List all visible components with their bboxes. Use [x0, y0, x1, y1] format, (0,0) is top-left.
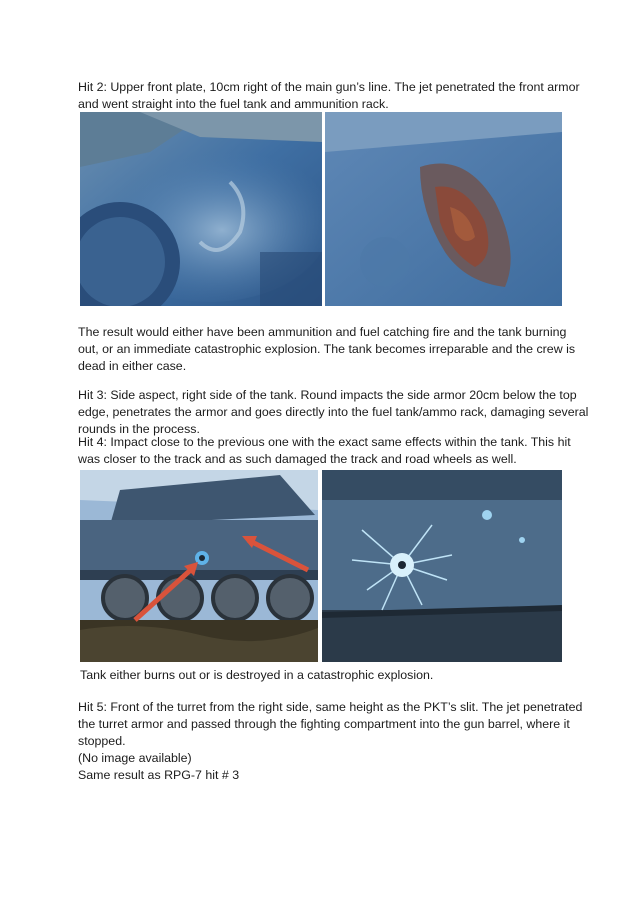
hit4-paragraph: [78, 434, 571, 468]
hit5-line-3: stopped.: [78, 734, 126, 748]
front-plate-wide-photo: [80, 112, 322, 306]
hit2-result-paragraph: [78, 324, 576, 375]
hit2-result-line-3: dead in either case.: [78, 359, 187, 373]
hit2-result-line-1: The result would either have been ammunition and fuel catching fire and the tank burning: [78, 325, 567, 339]
hit2-result-line-2: out, or an immediate catastrophic explosion. The tank becomes irreparable and the crew is: [78, 342, 576, 356]
hit3-line-3: rounds in the process.: [78, 422, 200, 436]
no-image-note: (No image available): [78, 751, 192, 765]
hit4-line-2: was closer to the track and as such damaged the track and road wheels as well.: [78, 452, 517, 466]
hit2-paragraph: [78, 79, 580, 113]
hit2-line-2: and went straight into the fuel tank and ammunition rack.: [78, 97, 389, 111]
tank-side-photo: [80, 470, 318, 662]
hit3-line-2: edge, penetrates the armor and goes directly into the fuel tank/ammo rack, damaging several: [78, 405, 589, 419]
hit4-line-1: Hit 4: Impact close to the previous one with the exact same effects within the tank. This hit: [78, 435, 571, 449]
same-result-note: Same result as RPG-7 hit # 3: [78, 768, 240, 782]
hit5-line-1: Hit 5: Front of the turret from the right side, same height as the PKT’s slit. The jet penetrated: [78, 700, 583, 714]
side-armor-closeup-photo: [322, 470, 562, 662]
hit5-line-2: the turret armor and passed through the fighting compartment into the gun barrel, where it: [78, 717, 570, 731]
hit3-paragraph: [78, 387, 589, 438]
front-plate-closeup-photo: [325, 112, 562, 306]
hit4-caption: Tank either burns out or is destroyed in a catastrophic explosion.: [80, 668, 434, 682]
hit3-line-1: Hit 3: Side aspect, right side of the tank. Round impacts the side armor 20cm below the top: [78, 388, 577, 402]
hit2-line-1: Hit 2: Upper front plate, 10cm right of the main gun’s line. The jet penetrated the front armor: [78, 80, 580, 94]
hit5-paragraph: [78, 699, 583, 784]
